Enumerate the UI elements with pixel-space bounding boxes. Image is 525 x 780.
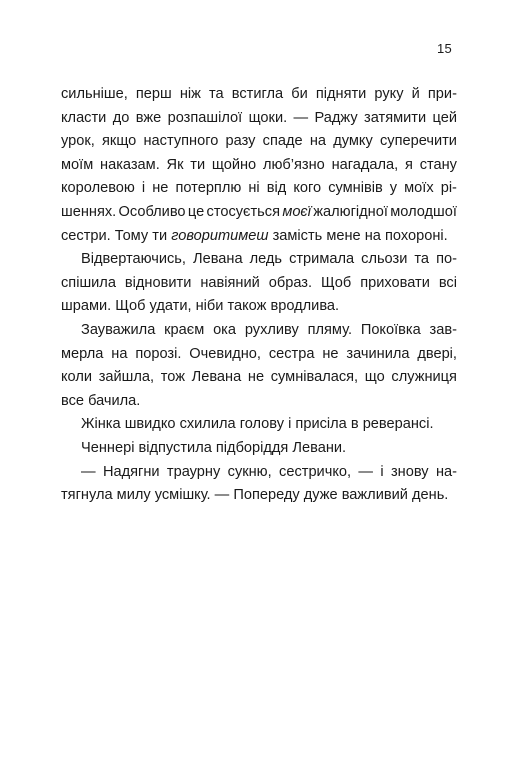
word: би — [291, 86, 308, 102]
word: зайшла, — [98, 369, 155, 386]
word: руку — [374, 86, 404, 102]
word: порозі. — [135, 345, 182, 362]
word: люб’язно — [262, 156, 325, 173]
word: на- — [435, 463, 457, 480]
word: Раджу — [314, 109, 358, 126]
word: шрами. — [61, 298, 112, 315]
word: сльози — [361, 251, 408, 268]
word: навіяний — [200, 274, 260, 291]
word: і — [288, 416, 292, 433]
word: моєї — [282, 203, 311, 220]
word: наступного — [143, 133, 219, 150]
word: швидко — [124, 416, 176, 433]
word: всі — [438, 274, 457, 291]
word: день. — [412, 487, 449, 504]
word: ока — [213, 321, 237, 338]
word: сильніше, — [61, 86, 128, 102]
word: потерплю — [175, 180, 242, 197]
word: по- — [436, 251, 457, 268]
word: в — [350, 416, 359, 433]
word: моїх — [404, 180, 434, 197]
word: не — [247, 369, 265, 386]
word: все — [61, 392, 85, 409]
word: у — [389, 180, 398, 197]
word: я — [405, 156, 413, 173]
word: від — [266, 180, 287, 197]
word: — — [293, 109, 309, 126]
word: коли — [61, 369, 93, 386]
word: жалюгідної — [313, 203, 388, 220]
word: разу — [225, 133, 256, 150]
word: замість — [272, 227, 323, 244]
word: сукню, — [227, 463, 272, 480]
word: якщо — [102, 133, 137, 150]
text-line — [61, 272, 457, 296]
word: сумнівів — [328, 180, 383, 197]
word: на — [111, 345, 128, 362]
text-line — [61, 319, 457, 343]
word: бачила. — [88, 392, 141, 409]
word: удати, — [149, 298, 192, 315]
text-line — [61, 413, 457, 437]
text-line — [61, 201, 457, 225]
word: Тому — [114, 227, 149, 244]
word: встигла — [231, 86, 284, 102]
text-line — [61, 343, 457, 367]
word: краєм — [164, 321, 205, 338]
word: затямити — [364, 109, 427, 126]
word: нагадала, — [331, 156, 399, 173]
text-line — [61, 366, 457, 390]
text-line — [61, 225, 457, 249]
word: вже — [135, 109, 162, 126]
word: схилила — [179, 416, 236, 433]
word: на — [364, 227, 381, 244]
word: стосується — [206, 203, 280, 220]
word: і — [380, 463, 384, 480]
word: думку — [333, 133, 373, 150]
word: сумнівалася, — [270, 369, 359, 386]
word: зав- — [429, 321, 457, 338]
text-line — [61, 130, 457, 154]
word: підборіддя — [215, 439, 289, 456]
word: сестра — [268, 345, 315, 362]
word: урок, — [61, 133, 95, 150]
word: пляму. — [307, 321, 353, 338]
page-number: 15 — [436, 41, 452, 56]
word: голову — [239, 416, 285, 433]
word: перш — [135, 86, 172, 102]
word: Левана — [191, 369, 242, 386]
word: до — [112, 109, 130, 126]
word: наказам. — [100, 156, 160, 173]
word: та — [414, 251, 430, 268]
word: шеннях. — [61, 203, 117, 220]
word: зачинила — [346, 345, 410, 362]
word: Ченнері — [81, 439, 135, 456]
word: траурну — [166, 463, 221, 480]
word: — — [214, 487, 230, 504]
word: образ. — [268, 274, 313, 291]
word: Жінка — [81, 416, 121, 433]
word: служниця — [391, 369, 457, 386]
word: стану — [419, 156, 457, 173]
word: говоритимеш — [171, 227, 269, 244]
word: і — [141, 180, 146, 197]
word: не — [322, 345, 339, 362]
word: на — [309, 133, 327, 150]
word: Як — [166, 156, 184, 173]
word: відпустила — [138, 439, 212, 456]
word: сестричко, — [279, 463, 352, 480]
word: також — [227, 298, 267, 315]
word: класти — [61, 109, 107, 126]
word: — — [358, 463, 373, 480]
word: похороні. — [385, 227, 448, 244]
word: дуже — [303, 487, 338, 504]
word: ніби — [195, 298, 224, 315]
text-line — [61, 484, 457, 508]
word: розпашілої — [167, 109, 243, 126]
word: Левана — [193, 251, 243, 268]
word: вродлива. — [270, 298, 340, 315]
word: відновити — [124, 274, 192, 291]
word: цей — [432, 109, 457, 126]
word: стримала — [289, 251, 355, 268]
text-line — [61, 177, 457, 201]
word: тягнула — [61, 487, 113, 504]
word: молодшої — [390, 203, 457, 220]
word: знову — [390, 463, 429, 480]
word: сестри. — [61, 227, 111, 244]
word: Зауважила — [81, 321, 156, 338]
text-line — [61, 154, 457, 178]
word: важливий — [341, 487, 408, 504]
word: Щоб — [115, 298, 146, 315]
word: ледь — [249, 251, 283, 268]
word: й — [411, 86, 420, 102]
text-line — [61, 437, 457, 461]
word: ти — [152, 227, 168, 244]
body-text — [61, 83, 457, 508]
word: Покоївка — [360, 321, 421, 338]
word: не — [152, 180, 169, 197]
word: Особливо — [118, 203, 186, 220]
text-line — [61, 83, 457, 107]
word: Левани. — [292, 439, 347, 456]
text-line — [61, 390, 457, 414]
word: та — [209, 86, 224, 102]
word: спішила — [61, 274, 116, 291]
word: ти — [190, 156, 206, 173]
word: милу — [116, 487, 151, 504]
word: тож — [160, 369, 185, 386]
word: суперечити — [380, 133, 457, 150]
word: — — [81, 463, 96, 480]
text-line — [61, 107, 457, 131]
word: двері, — [417, 345, 457, 362]
word: Попереду — [233, 487, 300, 504]
text-line — [61, 295, 457, 319]
word: мерла — [61, 345, 104, 362]
word: присіла — [295, 416, 347, 433]
word: при- — [427, 86, 457, 102]
word: реверансі. — [362, 416, 434, 433]
word: Очевидно, — [189, 345, 261, 362]
text-line — [61, 461, 457, 485]
word: Відвертаючись, — [81, 251, 186, 268]
word: це — [187, 203, 205, 220]
word: королевою — [61, 180, 135, 197]
word: ніж — [179, 86, 201, 102]
word: щойно — [211, 156, 257, 173]
word: мене — [326, 227, 361, 244]
word: приховати — [360, 274, 430, 291]
word: рухливу — [244, 321, 299, 338]
word: усмішку. — [154, 487, 211, 504]
word: Щоб — [321, 274, 352, 291]
word: щоки. — [248, 109, 288, 126]
word: спаде — [262, 133, 303, 150]
text-line — [61, 248, 457, 272]
word: рі- — [440, 180, 457, 197]
word: Надягни — [102, 463, 160, 480]
word: ні — [248, 180, 260, 197]
word: моїм — [61, 156, 94, 173]
word: що — [364, 369, 385, 386]
word: кого — [293, 180, 322, 197]
word: підняти — [315, 86, 367, 102]
